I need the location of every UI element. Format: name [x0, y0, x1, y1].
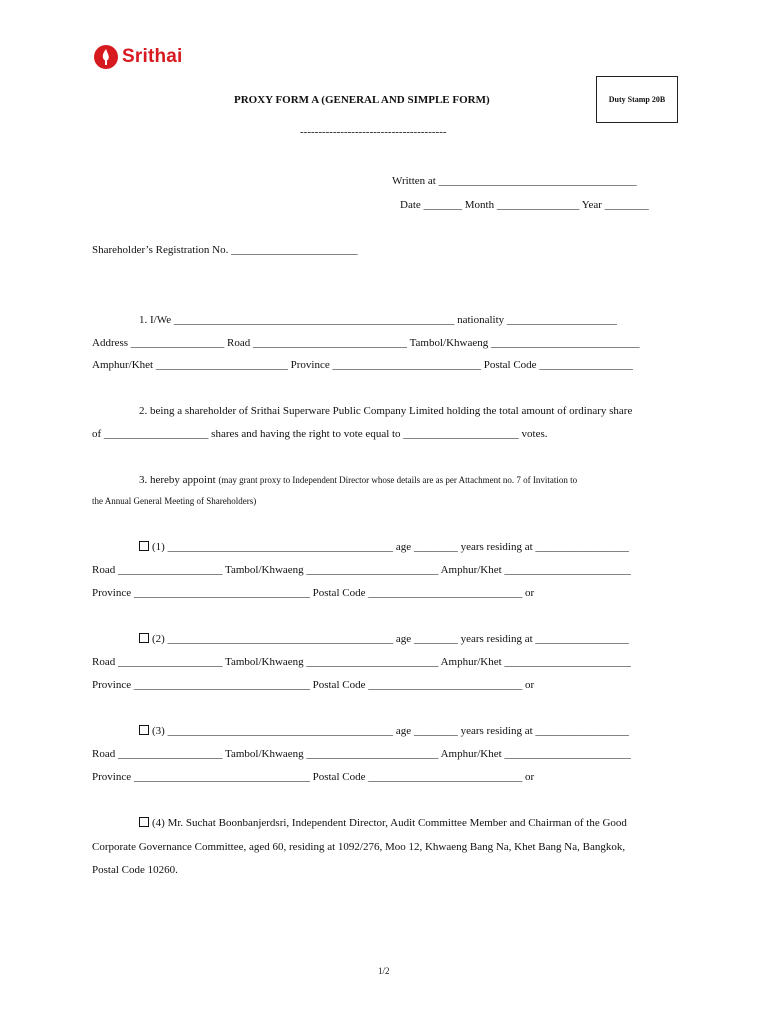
page-number: 1/2 [378, 966, 390, 976]
duty-stamp-box [596, 76, 678, 123]
proxy-3-checkbox[interactable] [139, 725, 149, 735]
proxy-2-name-field[interactable]: (2) _________________________________________ age ________ years residing at _________________ [152, 633, 629, 645]
written-at-field[interactable]: Written at ____________________________________ [392, 175, 637, 187]
proxy-2-line [139, 632, 678, 646]
proxy-3-province-line[interactable]: Province ________________________________ Postal Code ____________________________ or [92, 771, 535, 783]
shareholding-statement: 2. being a shareholder of Srithai Superware Public Company Limited holding the total amount of ordinary share [139, 405, 633, 417]
director-details-2: Corporate Governance Committee, aged 60, residing at 1092/276, Moo 12, Khwaeng Bang Na, Khet Bang Na, Bangkok, [92, 841, 626, 853]
logo-text: Srithai [122, 46, 183, 67]
proxy-1-checkbox[interactable] [139, 541, 149, 551]
proxy-1-line [139, 540, 678, 554]
director-details-3: Postal Code 10260. [92, 864, 178, 876]
form-title: PROXY FORM A (GENERAL AND SIMPLE FORM) [234, 94, 490, 106]
appoint-statement [139, 473, 678, 487]
shareholder-name-line[interactable]: 1. I/We ___________________________________________________ nationality ____________________ [139, 314, 617, 326]
proxy-2-road-line[interactable]: Road ___________________ Tambol/Khwaeng ________________________ Amphur/Khet _______________________ [92, 656, 631, 668]
proxy-2-checkbox[interactable] [139, 633, 149, 643]
proxy-3-road-line[interactable]: Road ___________________ Tambol/Khwaeng ________________________ Amphur/Khet _______________________ [92, 748, 631, 760]
appoint-label: 3. hereby appoint [139, 474, 216, 486]
proxy-3-line [139, 724, 678, 738]
registration-number-field[interactable]: Shareholder’s Registration No. _______________________ [92, 244, 358, 256]
title-underline: ---------------------------------------- [300, 126, 447, 138]
proxy-1-road-line[interactable]: Road ___________________ Tambol/Khwaeng ________________________ Amphur/Khet _______________________ [92, 564, 631, 576]
proxy-3-name-field[interactable]: (3) _________________________________________ age ________ years residing at _________________ [152, 725, 629, 737]
appoint-note: (may grant proxy to Independent Director whose details are as per Attachment no. 7 of Invitation to [218, 475, 578, 485]
proxy-1-name-field[interactable]: (1) _________________________________________ age ________ years residing at _________________ [152, 541, 629, 553]
director-option-line [139, 816, 678, 830]
date-field[interactable]: Date _______ Month _______________ Year ________ [400, 199, 649, 211]
proxy-2-province-line[interactable]: Province ________________________________ Postal Code ____________________________ or [92, 679, 535, 691]
appoint-note-continued: the Annual General Meeting of Shareholders) [92, 496, 257, 506]
company-logo [93, 44, 183, 70]
srithai-flame-icon [93, 44, 119, 70]
shareholder-address-line[interactable]: Address _________________ Road ____________________________ Tambol/Khwaeng ___________________________ [92, 337, 640, 349]
shareholder-district-line[interactable]: Amphur/Khet ________________________ Province ___________________________ Postal Code _________________ [92, 359, 633, 371]
shares-votes-line[interactable]: of ___________________ shares and having the right to vote equal to _____________________ votes. [92, 428, 548, 440]
director-checkbox[interactable] [139, 817, 149, 827]
proxy-1-province-line[interactable]: Province ________________________________ Postal Code ____________________________ or [92, 587, 535, 599]
duty-stamp-label: Duty Stamp 20B [608, 95, 666, 104]
director-details-1: (4) Mr. Suchat Boonbanjerdsri, Independent Director, Audit Committee Member and Chairman of the Good [152, 817, 627, 829]
